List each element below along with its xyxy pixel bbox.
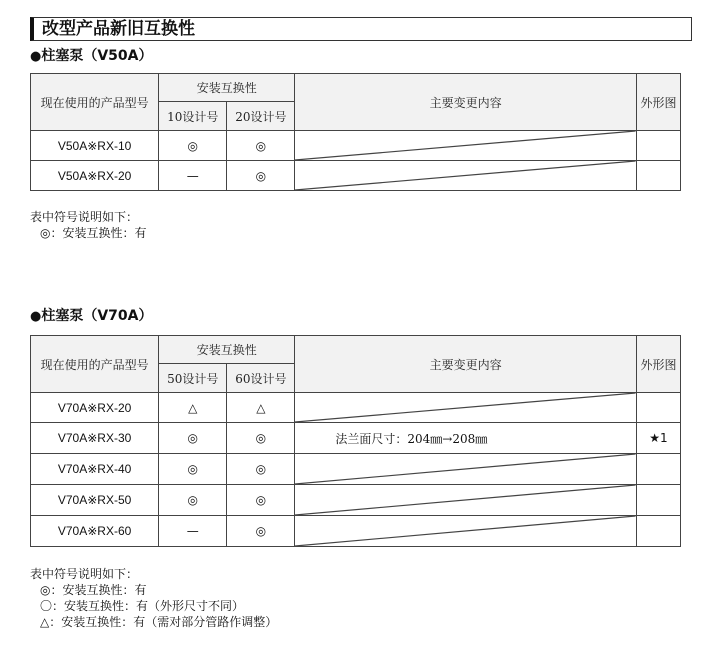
outline-cell — [636, 485, 680, 516]
legend-v70a — [30, 566, 277, 630]
legend-item: △：安装互换性：有（需对部分管路作调整） — [40, 615, 278, 629]
model-cell: V70A※RX-20 — [31, 393, 159, 423]
outline-cell — [636, 131, 680, 161]
header-current-model: 现在使用的产品型号 — [31, 74, 159, 131]
compat-cell: ◎ — [227, 131, 295, 161]
compat-cell: ◎ — [227, 161, 295, 191]
compat-cell: ◎ — [159, 454, 227, 485]
v50a-compat-table — [30, 73, 681, 191]
compat-cell: ◎ — [227, 423, 295, 454]
header-compat: 安装互换性 — [159, 336, 295, 364]
change-cell-empty — [295, 485, 637, 516]
header-design-10: 10设计号 — [159, 102, 227, 131]
compat-cell: ◎ — [159, 131, 227, 161]
legend-item: ◎：安装互换性：有 — [40, 583, 147, 597]
change-cell: 法兰面尺寸：204㎜→208㎜ — [295, 423, 637, 454]
legend-title: 表中符号说明如下： — [30, 210, 139, 224]
section-heading-v70a: ●柱塞泵（V70A） — [30, 308, 153, 324]
header-changes: 主要变更内容 — [295, 336, 637, 393]
change-cell-empty — [295, 516, 637, 547]
table-row — [31, 454, 681, 485]
outline-cell — [636, 161, 680, 191]
outline-cell: ★1 — [636, 423, 680, 454]
table-row — [31, 485, 681, 516]
legend-title: 表中符号说明如下： — [30, 567, 139, 581]
compat-cell: ◎ — [159, 423, 227, 454]
bullet-icon: ● — [30, 309, 42, 324]
compat-cell: ◎ — [227, 485, 295, 516]
change-cell-empty — [295, 454, 637, 485]
header-design-20: 20设计号 — [227, 102, 295, 131]
header-design-60: 60设计号 — [227, 364, 295, 393]
model-cell: V70A※RX-30 — [31, 423, 159, 454]
compat-cell: △ — [159, 393, 227, 423]
model-cell: V50A※RX-20 — [31, 161, 159, 191]
model-cell: V70A※RX-50 — [31, 485, 159, 516]
outline-cell — [636, 393, 680, 423]
table-row — [31, 516, 681, 547]
compat-cell: ◎ — [227, 454, 295, 485]
header-current-model: 现在使用的产品型号 — [31, 336, 159, 393]
change-cell-empty — [295, 393, 637, 423]
table-row — [31, 423, 681, 454]
change-cell-empty — [295, 161, 637, 191]
compat-cell: — — [159, 161, 227, 191]
bullet-icon: ● — [30, 49, 42, 64]
model-cell: V50A※RX-10 — [31, 131, 159, 161]
v70a-compat-table — [30, 335, 681, 547]
legend-item: ◎：安装互换性：有 — [40, 226, 147, 240]
model-cell: V70A※RX-40 — [31, 454, 159, 485]
model-cell: V70A※RX-60 — [31, 516, 159, 547]
header-compat: 安装互换性 — [159, 74, 295, 102]
page-title: 改型产品新旧互换性 — [30, 17, 692, 41]
compat-cell: ◎ — [159, 485, 227, 516]
outline-cell — [636, 454, 680, 485]
compat-cell: △ — [227, 393, 295, 423]
legend-item: 〇：安装互换性：有（外形尺寸不同） — [40, 599, 245, 613]
table-row — [31, 131, 681, 161]
outline-cell — [636, 516, 680, 547]
compat-cell: ◎ — [227, 516, 295, 547]
legend-v50a — [30, 209, 146, 241]
table-row — [31, 393, 681, 423]
header-design-50: 50设计号 — [159, 364, 227, 393]
compat-cell: — — [159, 516, 227, 547]
header-changes: 主要变更内容 — [295, 74, 637, 131]
table-row — [31, 161, 681, 191]
change-cell-empty — [295, 131, 637, 161]
header-outline: 外形图 — [636, 336, 680, 393]
header-outline: 外形图 — [636, 74, 680, 131]
section-heading-v50a: ●柱塞泵（V50A） — [30, 48, 153, 64]
